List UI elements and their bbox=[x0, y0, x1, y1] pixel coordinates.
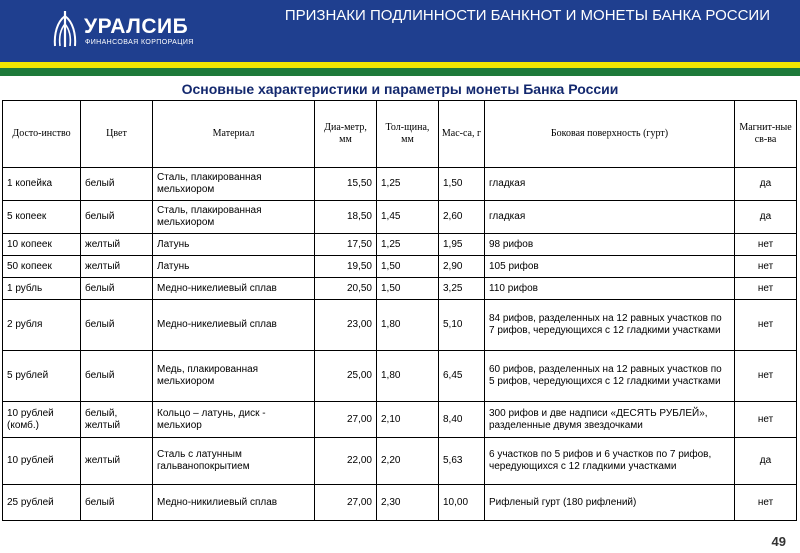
table-body bbox=[3, 168, 797, 521]
cell-edge: 60 рифов, разделенных на 12 равных участков по 5 рифов, чередующихся с 12 гладкими участками bbox=[485, 351, 735, 402]
cell-magnetic: да bbox=[735, 201, 797, 234]
table-row bbox=[3, 300, 797, 351]
cell-diameter: 23,00 bbox=[315, 300, 377, 351]
cell-denomination: 5 рублей bbox=[3, 351, 81, 402]
header-edge: Боковая поверхность (гурт) bbox=[485, 101, 735, 168]
cell-material: Кольцо – латунь, диск - мельхиор bbox=[153, 402, 315, 438]
cell-magnetic: нет bbox=[735, 485, 797, 521]
uralsib-logo bbox=[52, 10, 202, 50]
cell-color: белый bbox=[81, 168, 153, 201]
uralsib-emblem-icon bbox=[52, 10, 78, 48]
header-denomination: Досто-инство bbox=[3, 101, 81, 168]
cell-denomination: 5 копеек bbox=[3, 201, 81, 234]
cell-mass: 2,90 bbox=[439, 256, 485, 278]
cell-thickness: 2,10 bbox=[377, 402, 439, 438]
cell-thickness: 1,45 bbox=[377, 201, 439, 234]
cell-magnetic: да bbox=[735, 438, 797, 485]
cell-mass: 10,00 bbox=[439, 485, 485, 521]
cell-color: желтый bbox=[81, 256, 153, 278]
cell-diameter: 17,50 bbox=[315, 234, 377, 256]
cell-edge: гладкая bbox=[485, 201, 735, 234]
cell-color: белый bbox=[81, 278, 153, 300]
cell-mass: 2,60 bbox=[439, 201, 485, 234]
cell-diameter: 15,50 bbox=[315, 168, 377, 201]
header-material: Материал bbox=[153, 101, 315, 168]
cell-magnetic: нет bbox=[735, 351, 797, 402]
cell-thickness: 1,80 bbox=[377, 351, 439, 402]
cell-edge: Рифленый гурт (180 рифлений) bbox=[485, 485, 735, 521]
cell-material: Медно-никелиевый сплав bbox=[153, 278, 315, 300]
page-number: 49 bbox=[771, 534, 786, 549]
cell-thickness: 1,50 bbox=[377, 256, 439, 278]
cell-thickness: 1,25 bbox=[377, 168, 439, 201]
header-mass: Мас-са, г bbox=[439, 101, 485, 168]
cell-material: Сталь, плакированная мельхиором bbox=[153, 168, 315, 201]
cell-edge: 84 рифов, разделенных на 12 равных участков по 7 рифов, чередующихся с 12 гладкими участками bbox=[485, 300, 735, 351]
table-row bbox=[3, 168, 797, 201]
cell-color: белый bbox=[81, 485, 153, 521]
cell-diameter: 19,50 bbox=[315, 256, 377, 278]
cell-mass: 1,95 bbox=[439, 234, 485, 256]
table-title-text: Основные характеристики и параметры монеты Банка России bbox=[181, 81, 619, 97]
cell-edge: 110 рифов bbox=[485, 278, 735, 300]
table-row bbox=[3, 278, 797, 300]
cell-color: белый bbox=[81, 201, 153, 234]
cell-denomination: 25 рублей bbox=[3, 485, 81, 521]
table-row bbox=[3, 351, 797, 402]
cell-diameter: 20,50 bbox=[315, 278, 377, 300]
table-title bbox=[0, 81, 800, 97]
cell-material: Медно-никелиевый сплав bbox=[153, 300, 315, 351]
page-title: ПРИЗНАКИ ПОДЛИННОСТИ БАНКНОТ И МОНЕТЫ БАНКА РОССИИ bbox=[284, 7, 770, 24]
cell-material: Сталь с латунным гальванопокрытием bbox=[153, 438, 315, 485]
cell-denomination: 2 рубля bbox=[3, 300, 81, 351]
cell-denomination: 1 копейка bbox=[3, 168, 81, 201]
cell-mass: 1,50 bbox=[439, 168, 485, 201]
cell-diameter: 25,00 bbox=[315, 351, 377, 402]
cell-magnetic: нет bbox=[735, 256, 797, 278]
cell-magnetic: нет bbox=[735, 278, 797, 300]
header-thickness: Тол-щина, мм bbox=[377, 101, 439, 168]
cell-edge: 6 участков по 5 рифов и 6 участков по 7 рифов, чередующихся с 12 гладкими участками bbox=[485, 438, 735, 485]
cell-color: желтый bbox=[81, 438, 153, 485]
cell-edge: гладкая bbox=[485, 168, 735, 201]
cell-denomination: 1 рубль bbox=[3, 278, 81, 300]
cell-denomination: 10 рублей (комб.) bbox=[3, 402, 81, 438]
cell-edge: 105 рифов bbox=[485, 256, 735, 278]
cell-thickness: 2,30 bbox=[377, 485, 439, 521]
cell-denomination: 10 рублей bbox=[3, 438, 81, 485]
logo-name: УРАЛСИБ bbox=[84, 15, 189, 38]
cell-diameter: 22,00 bbox=[315, 438, 377, 485]
cell-diameter: 27,00 bbox=[315, 402, 377, 438]
table-row bbox=[3, 438, 797, 485]
header-color: Цвет bbox=[81, 101, 153, 168]
green-stripe bbox=[0, 68, 800, 76]
cell-material: Медно-никилиевый сплав bbox=[153, 485, 315, 521]
table-row bbox=[3, 402, 797, 438]
coin-parameters-table bbox=[2, 100, 797, 521]
cell-thickness: 2,20 bbox=[377, 438, 439, 485]
table-row bbox=[3, 256, 797, 278]
cell-thickness: 1,25 bbox=[377, 234, 439, 256]
cell-diameter: 18,50 bbox=[315, 201, 377, 234]
cell-magnetic: да bbox=[735, 168, 797, 201]
header-diameter: Диа-метр, мм bbox=[315, 101, 377, 168]
table-header-row bbox=[3, 101, 797, 168]
cell-magnetic: нет bbox=[735, 402, 797, 438]
cell-thickness: 1,50 bbox=[377, 278, 439, 300]
cell-color: желтый bbox=[81, 234, 153, 256]
cell-color: белый bbox=[81, 300, 153, 351]
cell-mass: 3,25 bbox=[439, 278, 485, 300]
cell-magnetic: нет bbox=[735, 300, 797, 351]
cell-material: Латунь bbox=[153, 256, 315, 278]
cell-color: белый, желтый bbox=[81, 402, 153, 438]
logo-subtitle: ФИНАНСОВАЯ КОРПОРАЦИЯ bbox=[85, 39, 194, 46]
table-row bbox=[3, 234, 797, 256]
cell-material: Сталь, плакированная мельхиором bbox=[153, 201, 315, 234]
cell-edge: 300 рифов и две надписи «ДЕСЯТЬ РУБЛЕЙ», разделенные двумя звездочками bbox=[485, 402, 735, 438]
table-row bbox=[3, 485, 797, 521]
cell-color: белый bbox=[81, 351, 153, 402]
cell-mass: 6,45 bbox=[439, 351, 485, 402]
cell-mass: 8,40 bbox=[439, 402, 485, 438]
cell-material: Латунь bbox=[153, 234, 315, 256]
cell-mass: 5,63 bbox=[439, 438, 485, 485]
cell-edge: 98 рифов bbox=[485, 234, 735, 256]
table-row bbox=[3, 201, 797, 234]
header-magnetic: Магнит-ные св-ва bbox=[735, 101, 797, 168]
cell-material: Медь, плакированная мельхиором bbox=[153, 351, 315, 402]
cell-magnetic: нет bbox=[735, 234, 797, 256]
cell-denomination: 50 копеек bbox=[3, 256, 81, 278]
cell-thickness: 1,80 bbox=[377, 300, 439, 351]
cell-denomination: 10 копеек bbox=[3, 234, 81, 256]
cell-mass: 5,10 bbox=[439, 300, 485, 351]
cell-diameter: 27,00 bbox=[315, 485, 377, 521]
header-bar bbox=[0, 0, 800, 62]
